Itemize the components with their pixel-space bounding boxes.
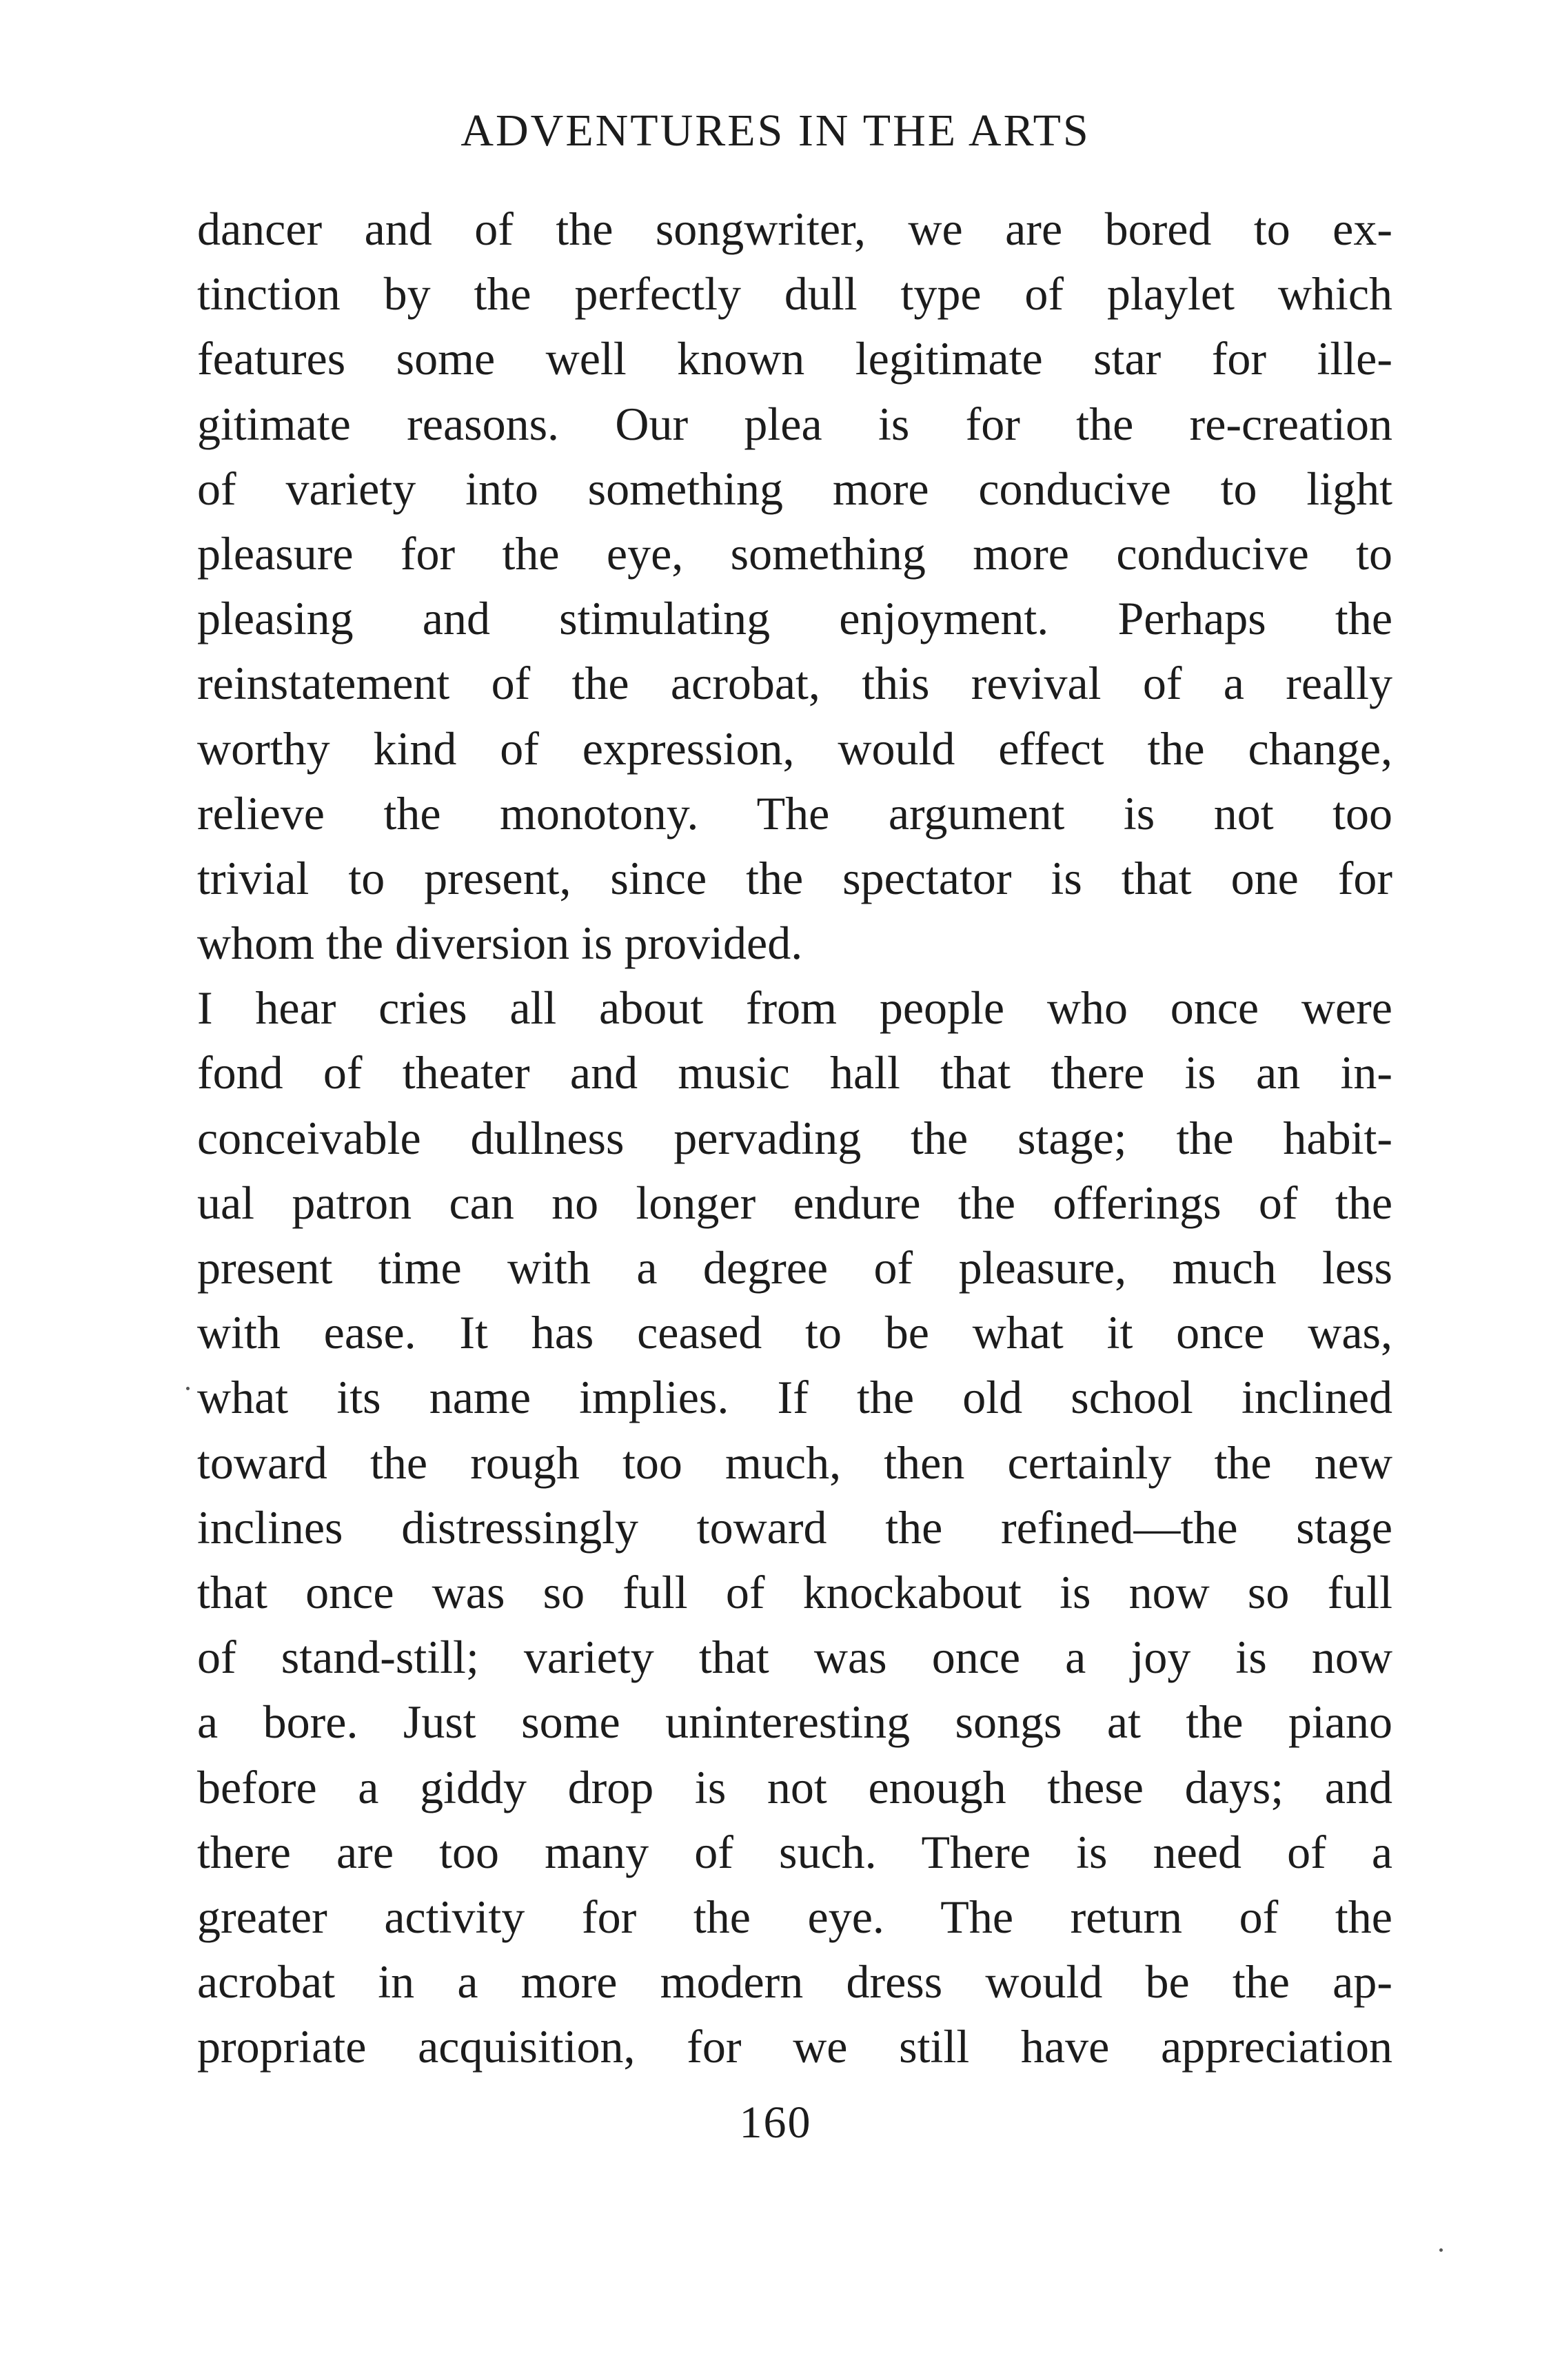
text-line: reinstatement of the acrobat, this revival of a really — [197, 657, 1392, 710]
paragraph — [197, 975, 1392, 2079]
text-line: relieve the monotony. The argument is not too — [197, 786, 1392, 840]
text-line: of variety into something more conducive to light — [197, 462, 1392, 515]
text-line: ual patron can no longer endure the offerings of the — [197, 1176, 1392, 1229]
text-line: before a giddy drop is not enough these days; and — [197, 1760, 1392, 1813]
text-line: features some well known legitimate star for ille- — [197, 332, 1392, 385]
text-line: a bore. Just some uninteresting songs at the piano — [197, 1696, 1392, 1749]
text-line: what its name implies. If the old school inclined — [197, 1371, 1392, 1424]
text-line: greater activity for the eye. The return of the — [197, 1890, 1392, 1943]
running-head: ADVENTURES IN THE ARTS — [460, 105, 1091, 156]
text-line: trivial to present, since the spectator is that one for — [197, 851, 1392, 904]
text-line: acrobat in a more modern dress would be the ap- — [197, 1955, 1392, 2008]
text-line: propriate acquisition, for we still have appreciation — [197, 2020, 1392, 2073]
text-line: inclines distressingly toward the refined—the stage — [197, 1501, 1392, 1554]
text-line: pleasing and stimulating enjoyment. Perhaps the — [197, 592, 1392, 645]
text-line: I hear cries all about from people who once were — [197, 982, 1392, 1035]
text-line: present time with a degree of pleasure, much less — [197, 1241, 1392, 1294]
text-line: there are too many of such. There is need of a — [197, 1825, 1392, 1878]
paragraph — [197, 196, 1392, 975]
text-line: toward the rough too much, then certainly the new — [197, 1436, 1392, 1489]
text-line: tinction by the perfectly dull type of playlet which — [197, 267, 1392, 321]
print-speck — [1439, 2248, 1443, 2252]
text-line: that once was so full of knockabout is now so full — [197, 1565, 1392, 1618]
print-speck — [186, 1387, 190, 1390]
text-line: pleasure for the eye, something more conducive to — [197, 527, 1392, 580]
text-line: gitimate reasons. Our plea is for the re-creation — [197, 397, 1392, 450]
text-line: conceivable dullness pervading the stage; the habit- — [197, 1111, 1392, 1164]
text-line: fond of theater and music hall that there is an in- — [197, 1046, 1392, 1099]
text-line: dancer and of the songwriter, we are bored to ex- — [197, 203, 1392, 255]
text-line: whom the diversion is provided. — [197, 917, 803, 970]
page-number: 160 — [739, 2097, 812, 2148]
text-line: of stand-still; variety that was once a joy is now — [197, 1631, 1392, 1684]
text-line: with ease. It has ceased to be what it once was, — [197, 1306, 1392, 1359]
text-line: worthy kind of expression, would effect the change, — [197, 722, 1392, 775]
body-text — [197, 196, 1392, 2079]
